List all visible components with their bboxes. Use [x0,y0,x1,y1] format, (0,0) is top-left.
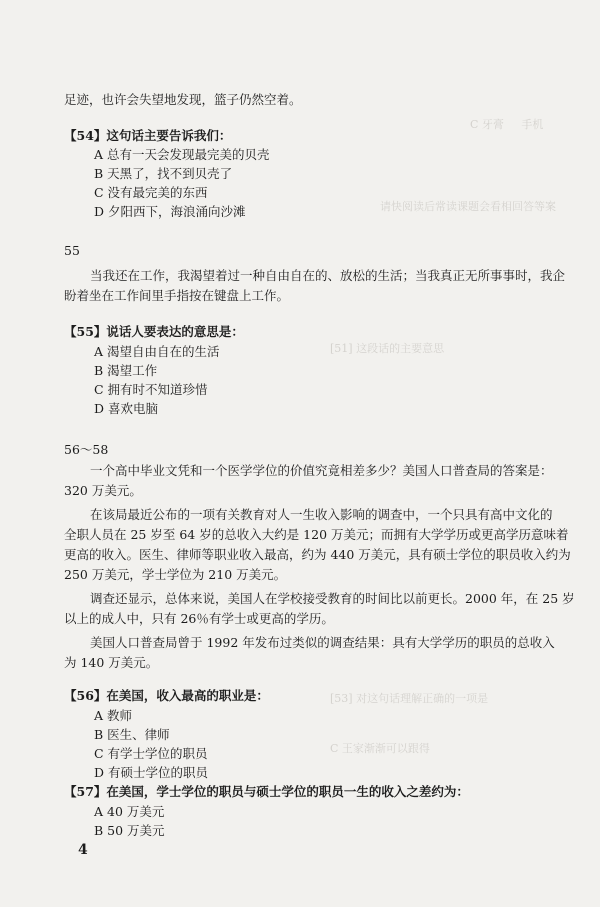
bleed-through-text: C 牙膏 手机 [470,118,544,131]
question-57-option-a: A 40 万美元 [94,804,165,819]
question-56-option-d: D 有硕士学位的职员 [94,765,208,780]
question-56-stem: 【56】在美国，收入最高的职业是： [64,688,269,703]
passage-55-line: 盼着坐在工作间里手指按在键盘上工作。 [64,288,290,303]
question-55-option-c: C 拥有时不知道珍惜 [94,382,208,397]
question-54-option-a: A 总有一天会发现最完美的贝壳 [94,147,270,162]
question-56-option-a: A 教师 [94,708,133,723]
passage-56-58-line: 一个高中毕业文凭和一个医学学位的价值究竟相差多少？美国人口普查局的答案是： [90,463,553,478]
passage-56-58-line: 250 万美元，学士学位为 210 万美元。 [64,567,287,582]
passage-55-line: 当我还在工作，我渴望着过一种自由自在的、放松的生活；当我真正无所事事时，我企 [90,268,566,283]
question-56-option-c: C 有学士学位的职员 [94,746,208,761]
passage-56-58-line: 为 140 万美元。 [64,655,159,670]
bleed-through-text: [53] 对这句话理解正确的一项是 [330,692,489,705]
question-55-option-b: B 渴望工作 [94,363,158,378]
question-55-stem: 【55】说话人要表达的意思是： [64,324,244,339]
passage-55-number: 55 [64,243,80,258]
intro-tail-text: 足迹，也许会失望地发现，篮子仍然空着。 [64,92,302,107]
bleed-through-text: [51] 这段话的主要意思 [330,342,445,355]
question-55-option-a: A 渴望自由自在的生活 [94,344,220,359]
question-54-stem: 【54】这句话主要告诉我们： [64,128,232,143]
passage-56-58-number: 56～58 [64,442,109,457]
bleed-through-text: C 王家渐渐可以跟得 [330,742,430,755]
question-56-option-b: B 医生、律师 [94,727,170,742]
question-55-option-d: D 喜欢电脑 [94,401,158,416]
passage-56-58-line: 美国人口普查局曾于 1992 年发布过类似的调查结果：具有大学学历的职员的总收入 [90,635,555,650]
passage-56-58-line: 在该局最近公布的一项有关教育对人一生收入影响的调查中，一个只具有高中文化的 [90,507,553,522]
passage-56-58-line: 调查还显示，总体来说，美国人在学校接受教育的时间比以前更长。2000 年，在 25 岁 [90,591,575,606]
passage-56-58-line: 320 万美元。 [64,483,142,498]
passage-56-58-line: 以上的成人中，只有 26％有学士或更高的学历。 [64,611,334,626]
passage-56-58-line: 全职人员在 25 岁至 64 岁的总收入大约是 120 万美元；而拥有大学学历或更高学历意味着 [64,527,569,542]
question-54-option-d: D 夕阳西下，海浪涌向沙滩 [94,204,246,219]
bleed-through-text: 请快阅读后常读课题会看相回答等案 [380,200,556,213]
question-57-stem: 【57】在美国，学士学位的职员与硕士学位的职员一生的收入之差约为： [64,784,469,799]
page-number: 4 [78,842,88,858]
passage-56-58-line: 更高的收入。医生、律师等职业收入最高，约为 440 万美元，具有硕士学位的职员收入约为 [64,547,571,562]
question-54-option-c: C 没有最完美的东西 [94,185,208,200]
question-57-option-b: B 50 万美元 [94,823,165,838]
question-54-option-b: B 天黑了，找不到贝壳了 [94,166,233,181]
